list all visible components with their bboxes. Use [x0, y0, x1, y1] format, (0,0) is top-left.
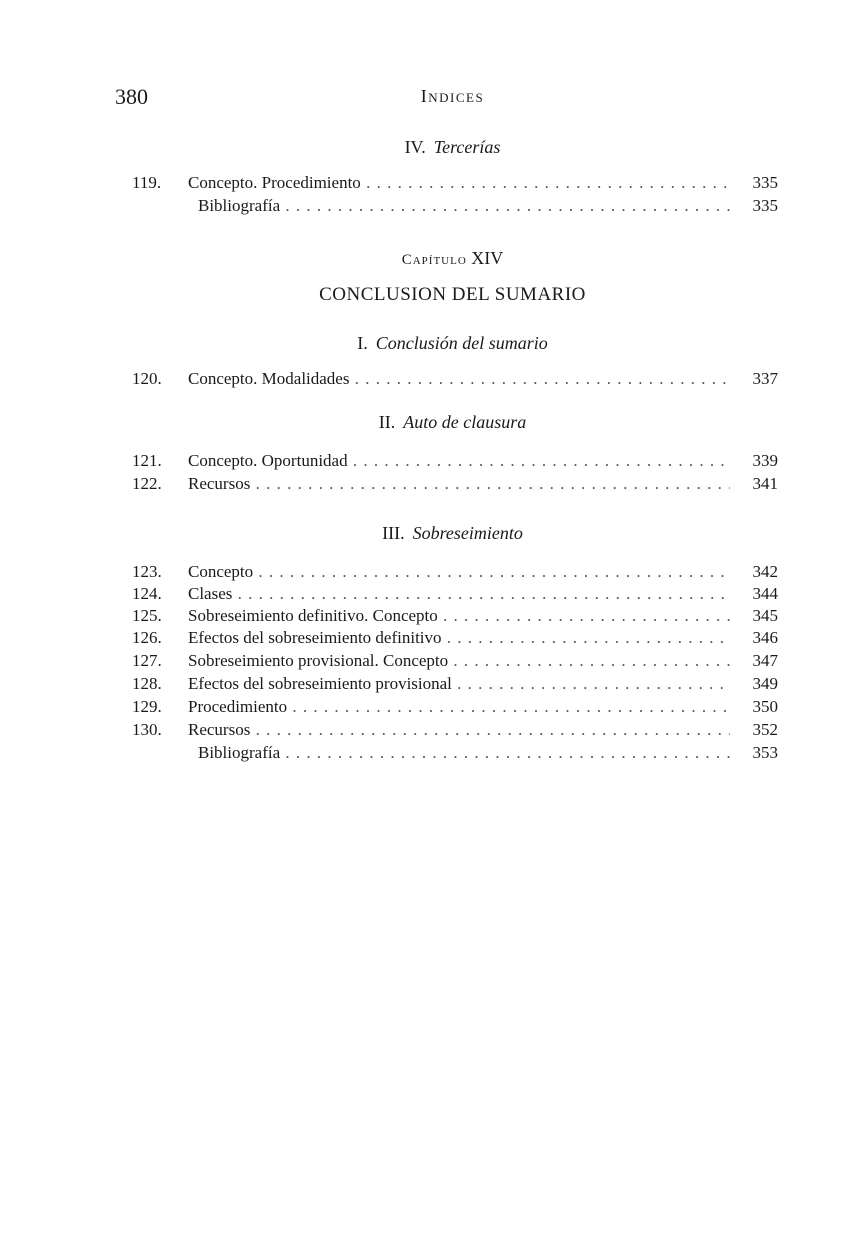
- entry-title: Bibliografía . . .: [198, 195, 730, 217]
- entry-number: 121.: [132, 451, 162, 470]
- entry-number: 119.: [132, 173, 162, 192]
- section-numeral: III.: [382, 523, 405, 543]
- entry-title: Clases . . .: [188, 583, 730, 605]
- toc-entry[interactable]: [132, 172, 778, 194]
- entry-page: 339: [752, 451, 778, 470]
- entry-page: 347: [752, 651, 778, 670]
- entry-page: 345: [752, 606, 778, 625]
- toc-entry[interactable]: [132, 583, 778, 605]
- entry-number: 122.: [132, 474, 162, 493]
- entry-number: 127.: [132, 651, 162, 670]
- toc-entry[interactable]: [132, 696, 778, 718]
- entry-number: 126.: [132, 628, 162, 647]
- entry-page: 341: [752, 474, 778, 493]
- entry-number: 130.: [132, 720, 162, 739]
- toc-entry[interactable]: [132, 195, 778, 217]
- entry-title: Sobreseimiento definitivo. Concepto . . .: [188, 605, 730, 627]
- section-heading-iii: [0, 523, 867, 544]
- chapter-label: [0, 248, 867, 269]
- section-title: Conclusión del sumario: [375, 333, 548, 353]
- section-numeral: IV.: [404, 137, 426, 157]
- entry-page: 349: [752, 674, 778, 693]
- toc-entry[interactable]: [132, 473, 778, 495]
- chapter-title: CONCLUSION DEL SUMARIO: [319, 284, 586, 305]
- section-numeral: II.: [378, 412, 396, 432]
- running-head: Indices: [420, 86, 485, 106]
- entry-title: Concepto. Modalidades . . .: [188, 368, 730, 390]
- entry-number: 124.: [132, 584, 162, 603]
- entry-title: Concepto . . .: [188, 561, 730, 583]
- entry-page: 335: [752, 173, 778, 192]
- section-numeral: I.: [357, 333, 368, 353]
- entry-number: 123.: [132, 562, 162, 581]
- toc-entry[interactable]: [132, 605, 778, 627]
- toc-entry[interactable]: [132, 719, 778, 741]
- toc-entry[interactable]: [132, 561, 778, 583]
- toc-entry[interactable]: [132, 627, 778, 649]
- entry-title: Concepto. Oportunidad . . .: [188, 450, 730, 472]
- entry-number: 125.: [132, 606, 162, 625]
- section-title: Auto de clausura: [403, 412, 527, 432]
- entry-title: Efectos del sobreseimiento definitivo . . .: [188, 627, 730, 649]
- toc-entry[interactable]: [132, 650, 778, 672]
- entry-title: Recursos . . .: [188, 473, 730, 495]
- entry-number: 120.: [132, 369, 162, 388]
- entry-page: 337: [752, 369, 778, 388]
- entry-title: Recursos . . .: [188, 719, 730, 741]
- chapter-numeral: XIV: [471, 248, 504, 268]
- entry-number: 128.: [132, 674, 162, 693]
- entry-page: 346: [752, 628, 778, 647]
- entry-page: 350: [752, 697, 778, 716]
- toc-entry[interactable]: [132, 450, 778, 472]
- entry-title: Procedimiento . . .: [188, 696, 730, 718]
- entry-title: Bibliografía . . .: [198, 742, 730, 764]
- entry-title: Efectos del sobreseimiento provisional . . .: [188, 673, 730, 695]
- entry-page: 342: [752, 562, 778, 581]
- page-number: 380: [115, 84, 148, 109]
- chapter-prefix: Capítulo: [401, 252, 467, 268]
- entry-page: 335: [752, 196, 778, 215]
- section-title: Tercerías: [433, 137, 501, 157]
- entry-title: Concepto. Procedimiento . . .: [188, 172, 730, 194]
- section-title: Sobreseimiento: [412, 523, 523, 543]
- section-heading-ii: [0, 412, 867, 433]
- toc-entry[interactable]: [132, 368, 778, 390]
- entry-title: Sobreseimiento provisional. Concepto . . .: [188, 650, 730, 672]
- toc-entry[interactable]: [132, 742, 778, 764]
- section-heading-i: [0, 333, 867, 354]
- toc-entry[interactable]: [132, 673, 778, 695]
- entry-page: 353: [752, 743, 778, 762]
- entry-page: 344: [752, 584, 778, 603]
- entry-number: 129.: [132, 697, 162, 716]
- section-heading-iv: [0, 137, 867, 158]
- entry-page: 352: [752, 720, 778, 739]
